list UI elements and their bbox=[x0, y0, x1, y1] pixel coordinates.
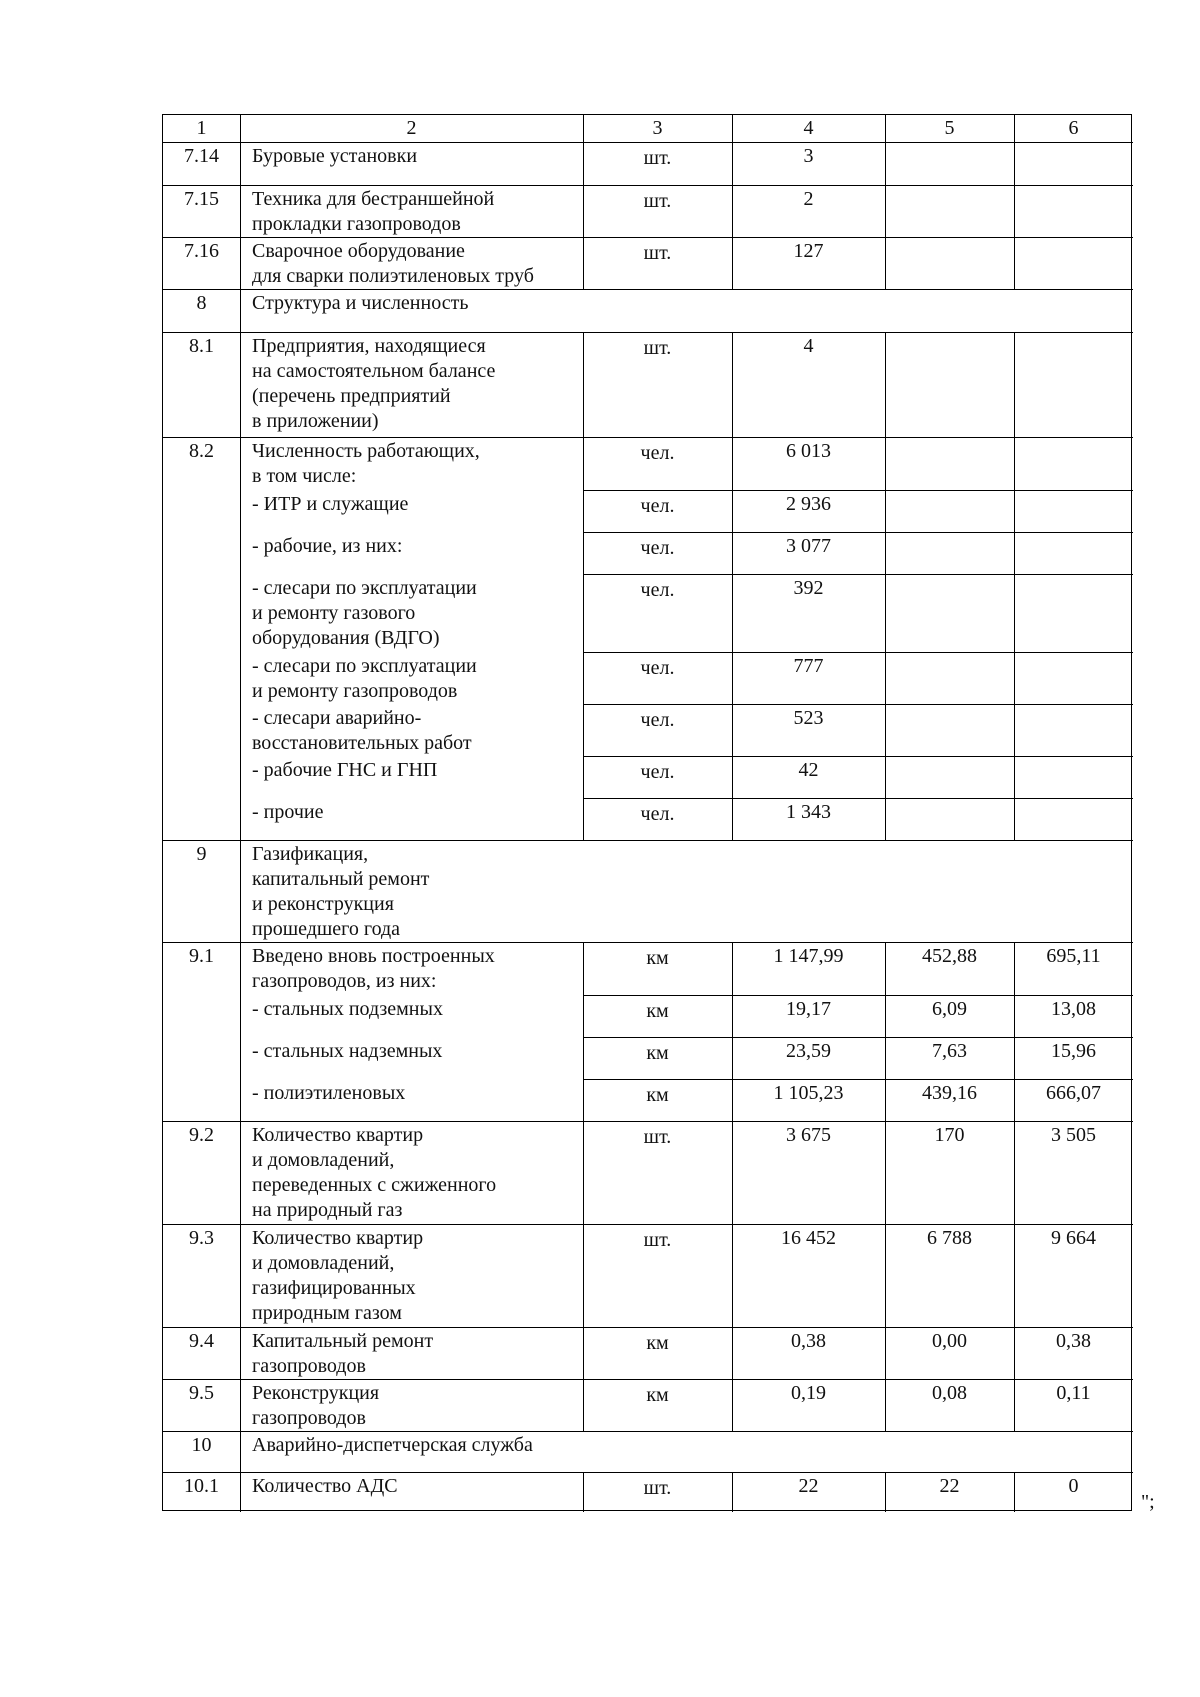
unit-cell: км bbox=[646, 1384, 669, 1406]
unit-cell: км bbox=[646, 1084, 669, 1106]
value-col5: 0,08 bbox=[932, 1382, 967, 1404]
unit-cell: шт. bbox=[643, 147, 672, 169]
value-col4: 777 bbox=[793, 655, 824, 677]
unit-cell: шт. bbox=[643, 1229, 672, 1251]
unit-cell: чел. bbox=[640, 495, 675, 517]
unit-cell: км bbox=[646, 1332, 669, 1354]
table-rule bbox=[240, 115, 241, 142]
value-col6: 13,08 bbox=[1051, 998, 1096, 1020]
row-label: Количество АДС bbox=[252, 1475, 398, 1497]
table-rule bbox=[583, 652, 1133, 653]
value-col4: 16 452 bbox=[781, 1227, 836, 1249]
table-rule bbox=[163, 142, 1133, 143]
value-col4: 392 bbox=[793, 577, 824, 599]
table-rule bbox=[163, 1472, 1133, 1473]
row-label: Сварочное оборудование для сварки полиэтиленовых труб bbox=[252, 240, 534, 287]
table-rule bbox=[163, 185, 1133, 186]
row-label: - рабочие, из них: bbox=[252, 535, 403, 557]
table-rule bbox=[1014, 237, 1015, 289]
unit-cell: чел. bbox=[640, 761, 675, 783]
table-rule bbox=[583, 798, 1133, 799]
value-col4: 127 bbox=[793, 240, 824, 262]
row-number: 7.14 bbox=[184, 145, 219, 167]
unit-cell: чел. bbox=[640, 657, 675, 679]
row-label: Предприятия, находящиеся на самостоятельном балансе (перечень предприятий в приложении) bbox=[252, 335, 496, 432]
table-rule bbox=[732, 115, 733, 142]
value-col6: 9 664 bbox=[1051, 1227, 1096, 1249]
row-number: 10.1 bbox=[184, 1475, 219, 1497]
row-label: Количество квартир и домовладений, газифицированных природным газом bbox=[252, 1227, 424, 1324]
row-label: - стальных подземных bbox=[252, 998, 443, 1020]
table-rule bbox=[583, 1079, 1133, 1080]
value-col4: 523 bbox=[793, 707, 824, 729]
value-col5: 0,00 bbox=[932, 1330, 967, 1352]
table-rule bbox=[885, 142, 886, 185]
row-label: - прочие bbox=[252, 801, 324, 823]
table-rule bbox=[1014, 142, 1015, 185]
table-rule bbox=[583, 490, 1133, 491]
row-number: 9.5 bbox=[189, 1382, 214, 1404]
value-col5: 6,09 bbox=[932, 998, 967, 1020]
value-col6: 666,07 bbox=[1046, 1082, 1101, 1104]
row-number: 7.16 bbox=[184, 240, 219, 262]
row-number: 8.1 bbox=[189, 335, 214, 357]
table-rule bbox=[885, 437, 886, 490]
value-col5: 22 bbox=[939, 1475, 960, 1497]
table-rule bbox=[1014, 332, 1015, 437]
table-rule bbox=[583, 995, 1133, 996]
row-label: Численность работающих, в том числе: bbox=[252, 440, 480, 487]
unit-cell: шт. bbox=[643, 337, 672, 359]
closing-quote: "; bbox=[1141, 1491, 1155, 1513]
unit-cell: шт. bbox=[643, 190, 672, 212]
value-col4: 4 bbox=[803, 335, 814, 357]
value-col6: 3 505 bbox=[1051, 1124, 1096, 1146]
table-rule bbox=[583, 756, 1133, 757]
value-col4: 1 147,99 bbox=[773, 945, 844, 967]
value-col6: 0 bbox=[1068, 1475, 1079, 1497]
value-col4: 0,38 bbox=[791, 1330, 826, 1352]
column-header: 2 bbox=[406, 117, 417, 139]
table-rule bbox=[1014, 185, 1015, 237]
column-header: 6 bbox=[1068, 117, 1079, 139]
row-label: - рабочие ГНС и ГНП bbox=[252, 759, 438, 781]
value-col4: 1 343 bbox=[786, 801, 831, 823]
unit-cell: км bbox=[646, 1000, 669, 1022]
table-rule bbox=[1014, 756, 1015, 798]
table-rule bbox=[583, 115, 584, 142]
table-rule bbox=[1014, 704, 1015, 756]
row-label: - слесари аварийно- восстановительных работ bbox=[252, 707, 472, 754]
column-header: 4 bbox=[803, 117, 814, 139]
row-label: Техника для бестраншейной прокладки газопроводов bbox=[252, 188, 495, 235]
row-number: 9.1 bbox=[189, 945, 214, 967]
value-col5: 6 788 bbox=[927, 1227, 972, 1249]
table-rule bbox=[163, 942, 1133, 943]
table-rule bbox=[885, 574, 886, 652]
row-label: Структура и численность bbox=[252, 292, 469, 314]
value-col6: 0,38 bbox=[1056, 1330, 1091, 1352]
unit-cell: шт. bbox=[643, 242, 672, 264]
value-col6: 0,11 bbox=[1056, 1382, 1091, 1404]
value-col4: 3 077 bbox=[786, 535, 831, 557]
row-label: - полиэтиленовых bbox=[252, 1082, 406, 1104]
value-col5: 452,88 bbox=[922, 945, 977, 967]
row-number: 7.15 bbox=[184, 188, 219, 210]
value-col4: 3 bbox=[803, 145, 814, 167]
row-label: - ИТР и служащие bbox=[252, 493, 409, 515]
row-label: - слесари по эксплуатации и ремонту газопроводов bbox=[252, 655, 477, 702]
row-label: Капитальный ремонт газопроводов bbox=[252, 1330, 434, 1377]
value-col4: 3 675 bbox=[786, 1124, 831, 1146]
value-col4: 2 bbox=[803, 188, 814, 210]
table-rule bbox=[163, 437, 1133, 438]
table-rule bbox=[163, 1379, 1133, 1380]
value-col6: 695,11 bbox=[1046, 945, 1101, 967]
table-rule bbox=[885, 490, 886, 532]
table-rule bbox=[885, 115, 886, 142]
unit-cell: чел. bbox=[640, 442, 675, 464]
table-rule bbox=[163, 1224, 1133, 1225]
value-col4: 19,17 bbox=[786, 998, 831, 1020]
table-rule bbox=[583, 704, 1133, 705]
table-rule bbox=[1014, 574, 1015, 652]
table-rule bbox=[1014, 490, 1015, 532]
value-col5: 439,16 bbox=[922, 1082, 977, 1104]
row-label: - стальных надземных bbox=[252, 1040, 443, 1062]
value-col4: 2 936 bbox=[786, 493, 831, 515]
row-label: Реконструкция газопроводов bbox=[252, 1382, 380, 1429]
value-col4: 42 bbox=[798, 759, 819, 781]
row-number: 10 bbox=[191, 1434, 212, 1456]
value-col6: 15,96 bbox=[1051, 1040, 1096, 1062]
table-rule bbox=[885, 185, 886, 237]
unit-cell: чел. bbox=[640, 537, 675, 559]
unit-cell: км bbox=[646, 947, 669, 969]
unit-cell: км bbox=[646, 1042, 669, 1064]
table-rule bbox=[163, 1327, 1133, 1328]
table-rule bbox=[583, 532, 1133, 533]
table-rule bbox=[163, 1431, 1133, 1432]
row-number: 9.4 bbox=[189, 1330, 214, 1352]
table-rule bbox=[163, 840, 1133, 841]
table-rule bbox=[885, 798, 886, 840]
table-rule bbox=[163, 332, 1133, 333]
value-col4: 22 bbox=[798, 1475, 819, 1497]
row-label: - слесари по эксплуатации и ремонту газового оборудования (ВДГО) bbox=[252, 577, 477, 649]
table-rule bbox=[1014, 532, 1015, 574]
value-col4: 0,19 bbox=[791, 1382, 826, 1404]
row-label: Буровые установки bbox=[252, 145, 418, 167]
value-col4: 23,59 bbox=[786, 1040, 831, 1062]
unit-cell: чел. bbox=[640, 803, 675, 825]
unit-cell: чел. bbox=[640, 709, 675, 731]
unit-cell: шт. bbox=[643, 1126, 672, 1148]
table-rule bbox=[583, 574, 1133, 575]
table-rule bbox=[885, 756, 886, 798]
value-col4: 6 013 bbox=[786, 440, 831, 462]
table-rule bbox=[1014, 798, 1015, 840]
value-col5: 170 bbox=[934, 1124, 965, 1146]
row-number: 8.2 bbox=[189, 440, 214, 462]
column-header: 5 bbox=[944, 117, 955, 139]
row-number: 8 bbox=[196, 292, 207, 314]
row-number: 9.2 bbox=[189, 1124, 214, 1146]
row-label: Газификация, капитальный ремонт и реконструкция прошедшего года bbox=[252, 843, 430, 940]
table-rule bbox=[885, 532, 886, 574]
row-number: 9.3 bbox=[189, 1227, 214, 1249]
row-label: Количество квартир и домовладений, переведенных с сжиженного на природный газ bbox=[252, 1124, 497, 1221]
unit-cell: чел. bbox=[640, 579, 675, 601]
value-col5: 7,63 bbox=[932, 1040, 967, 1062]
row-label: Введено вновь построенных газопроводов, из них: bbox=[252, 945, 495, 992]
table-rule bbox=[885, 237, 886, 289]
table-rule bbox=[163, 237, 1133, 238]
data-table bbox=[162, 114, 1132, 1511]
table-rule bbox=[1014, 115, 1015, 142]
table-rule bbox=[163, 289, 1133, 290]
table-rule bbox=[1014, 652, 1015, 704]
table-rule bbox=[885, 332, 886, 437]
table-rule bbox=[885, 704, 886, 756]
row-label: Аварийно-диспетчерская служба bbox=[252, 1434, 533, 1456]
column-header: 1 bbox=[196, 117, 207, 139]
table-rule bbox=[1014, 437, 1015, 490]
unit-cell: шт. bbox=[643, 1477, 672, 1499]
table-rule bbox=[583, 1037, 1133, 1038]
value-col4: 1 105,23 bbox=[773, 1082, 844, 1104]
row-number: 9 bbox=[196, 843, 207, 865]
table-rule bbox=[885, 652, 886, 704]
column-header: 3 bbox=[652, 117, 663, 139]
table-rule bbox=[163, 1121, 1133, 1122]
